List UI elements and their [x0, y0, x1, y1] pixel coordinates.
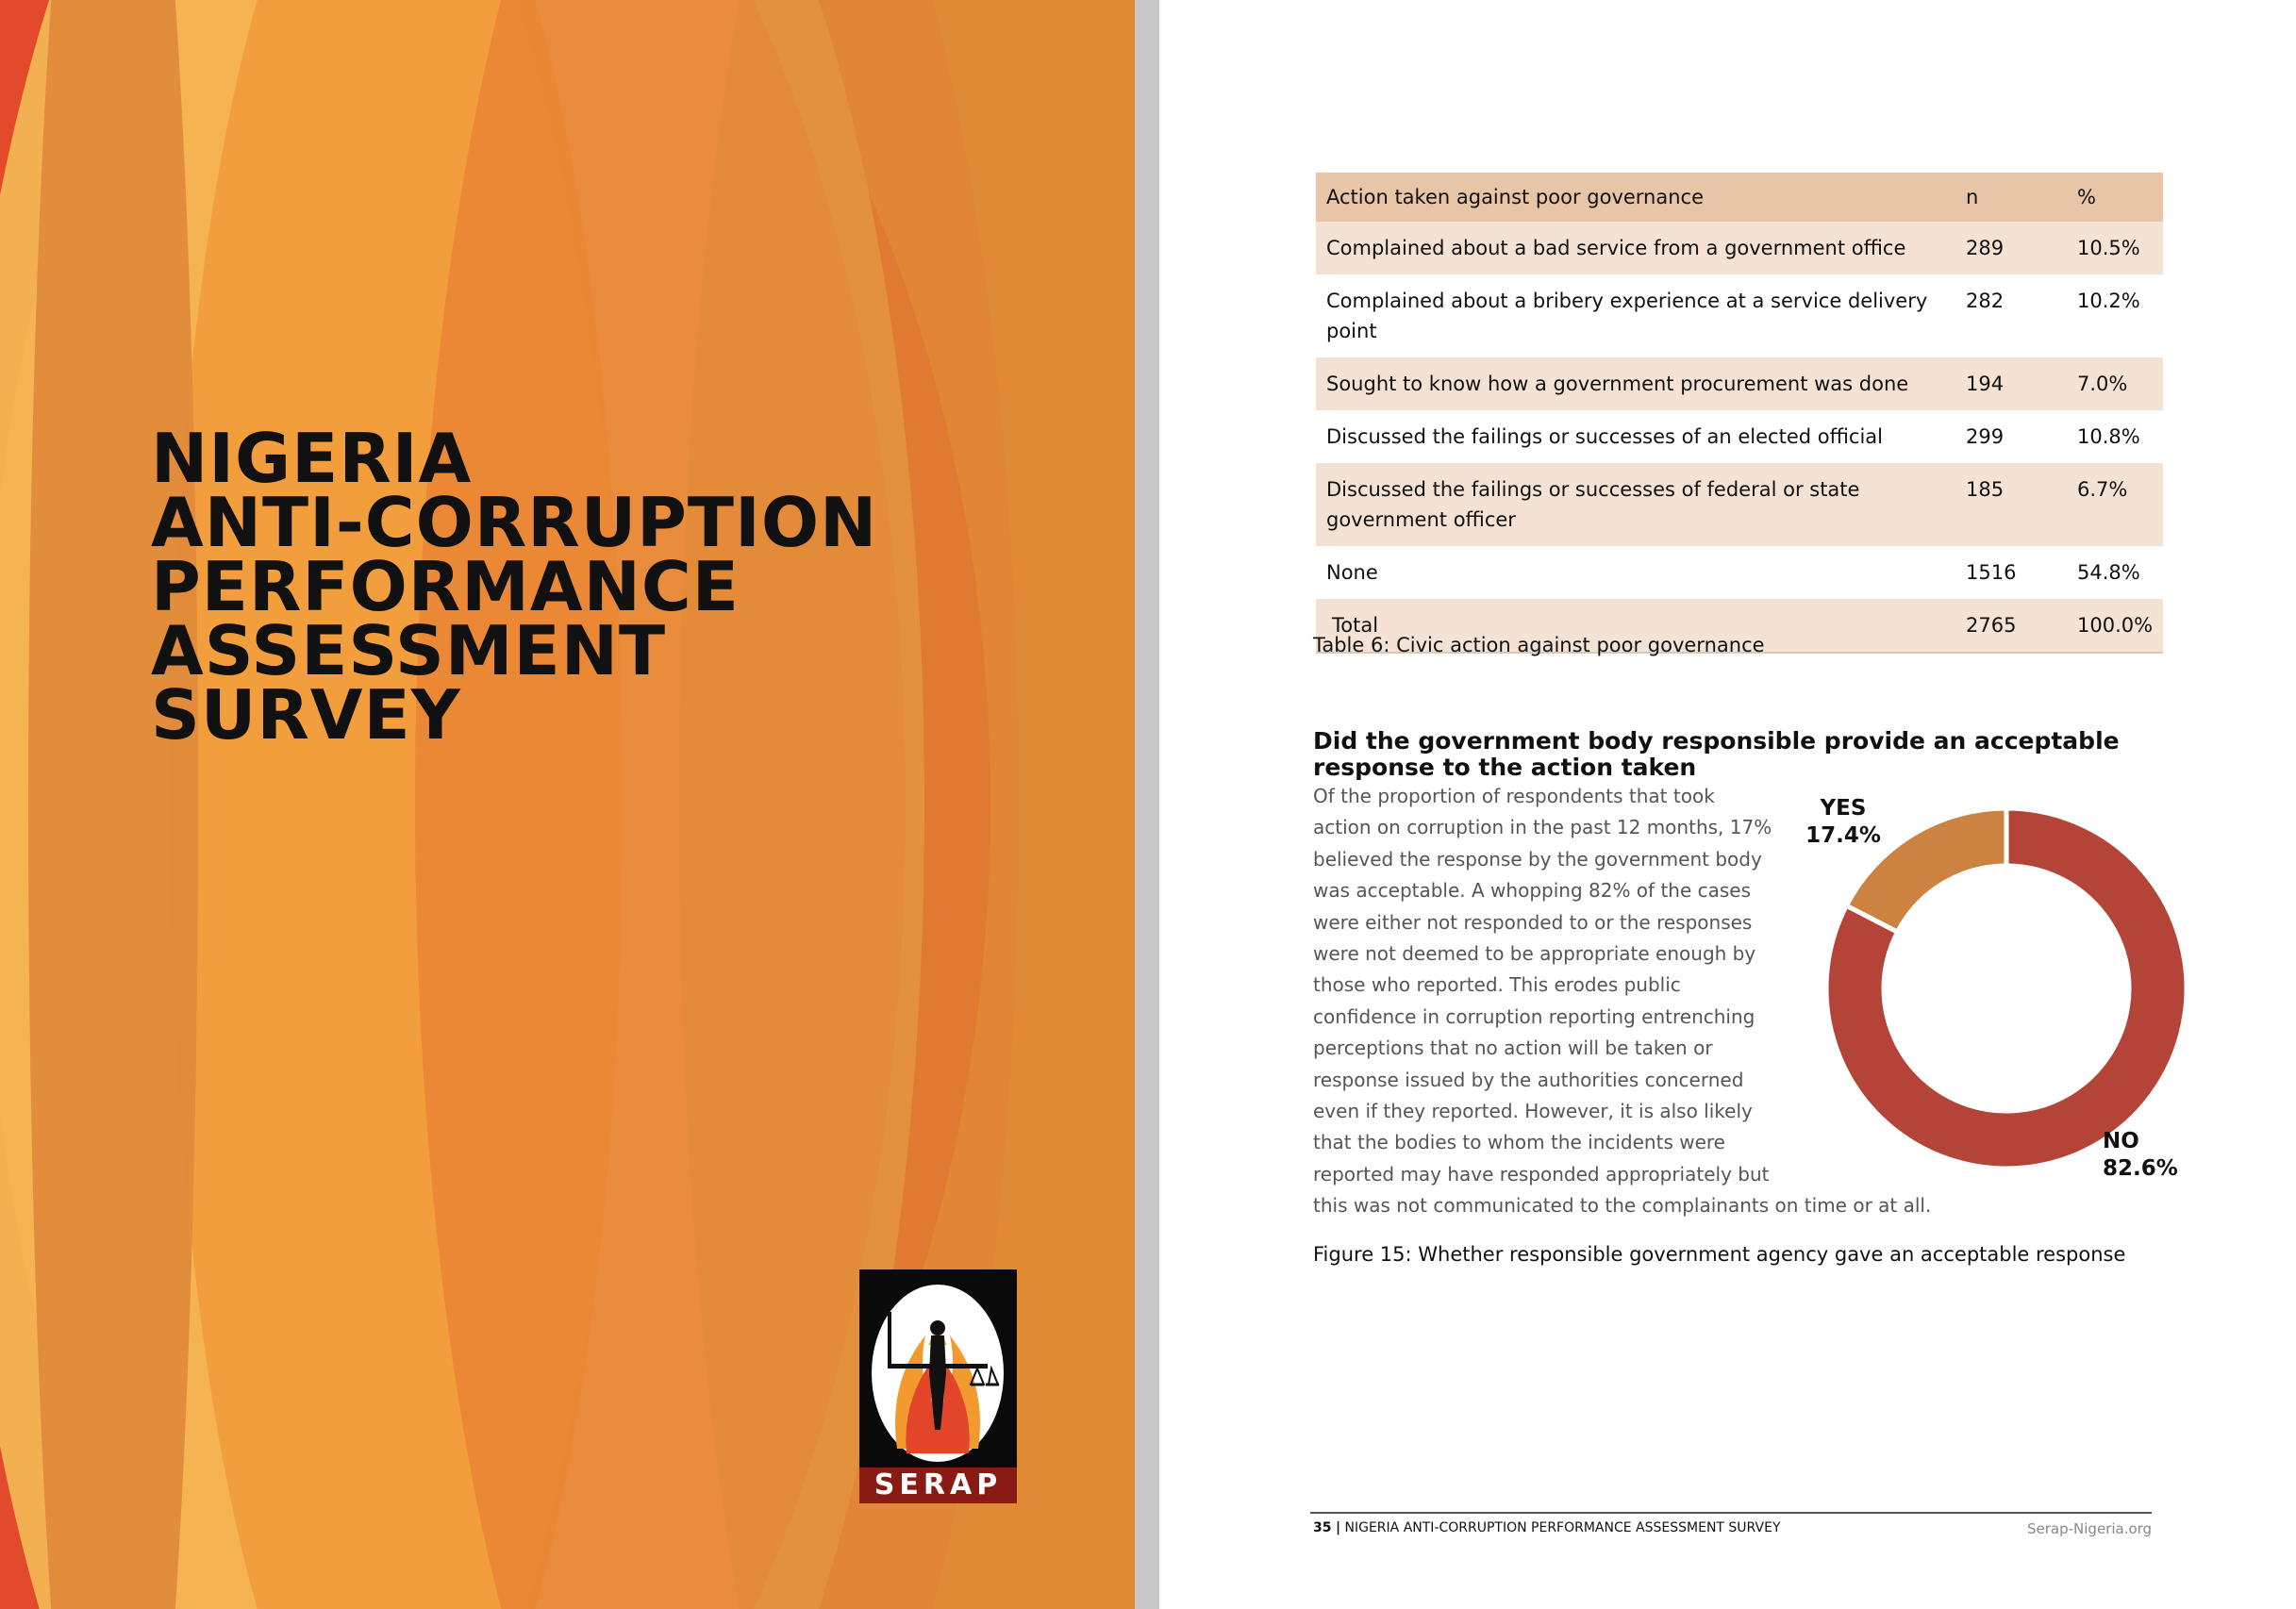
body-line: this was not communicated to the complainants on time or at all. [1313, 1194, 1932, 1218]
civic-action-table [1316, 173, 2163, 654]
table-cell: 100.0% [2077, 614, 2154, 637]
serap-logo [859, 1269, 1017, 1503]
figure-caption: Figure 15: Whether responsible government agency gave an acceptable response [1313, 1243, 2126, 1266]
cover-title-line: SURVEY [151, 675, 461, 755]
footer-title: NIGERIA ANTI-CORRUPTION PERFORMANCE ASSESSMENT SURVEY [1344, 1520, 1781, 1535]
page-gutter [1135, 0, 1159, 1609]
body-line: response issued by the authorities concerned [1313, 1068, 1744, 1091]
table-header-cell: n [1966, 186, 1979, 208]
table-cell: 1516 [1966, 561, 2017, 584]
table-cell: 6.7% [2077, 478, 2128, 501]
table-cell: 10.5% [2077, 237, 2140, 259]
table-cell: Total [1332, 614, 1379, 637]
table-cell: 7.0% [2077, 373, 2128, 395]
table-cell: 289 [1966, 237, 2005, 259]
content-page [1159, 0, 2296, 1609]
justice-figure-icon [859, 1269, 1017, 1468]
response-donut-chart [1777, 783, 2221, 1198]
body-line: were not deemed to be appropriate enough by [1313, 942, 1756, 966]
serap-logo-text: SERAP [859, 1468, 1017, 1503]
body-line: those who reported. This erodes public [1313, 973, 1681, 997]
cover-title-line: ANTI-CORRUPTION [151, 483, 878, 562]
body-line: even if they reported. However, it is also likely [1313, 1100, 1753, 1123]
table-cell: Complained about a bad service from a government office [1326, 237, 1906, 259]
table-cell: 299 [1966, 425, 2005, 448]
table-row [1316, 463, 2163, 546]
table-cell: 54.8% [2077, 561, 2140, 584]
table-cell: Discussed the failings or successes of an elected official [1326, 425, 1883, 448]
section-heading: Did the government body responsible provide an acceptable response to the action taken [1313, 727, 2120, 781]
table-header-cell: Action taken against poor governance [1326, 186, 1705, 208]
body-line: were either not responded to or the responses [1313, 910, 1753, 934]
table-header-row [1316, 173, 2163, 222]
table-cell: 194 [1966, 373, 2005, 395]
table-cell: Discussed the failings or successes of federal or state government officer [1326, 478, 1860, 531]
cover-title-line: ASSESSMENT [151, 611, 667, 690]
body-line: believed the response by the government body [1313, 847, 1762, 871]
table-row [1316, 410, 2163, 463]
body-line: action on corruption in the past 12 months, 17% [1313, 816, 1772, 839]
footer-running-title [1313, 1520, 1781, 1535]
body-line: was acceptable. A whopping 82% of the cases [1313, 879, 1752, 903]
table-cell: Sought to know how a government procurement was done [1326, 373, 1909, 395]
table-row [1316, 546, 2163, 599]
table-cell: 282 [1966, 290, 2005, 312]
body-line: confidence in corruption reporting entrenching [1313, 1004, 1755, 1028]
table-header-cell: % [2077, 186, 2096, 208]
table-cell: 10.8% [2077, 425, 2140, 448]
table-cell: None [1326, 561, 1378, 584]
table-row [1316, 274, 2163, 357]
cover-title-line: NIGERIA [151, 419, 473, 498]
donut-label-yes-category: YES [1820, 796, 1867, 821]
table-cell: Complained about a bribery experience at a service delivery point [1326, 290, 1928, 342]
body-line: Of the proportion of respondents that took [1313, 785, 1715, 807]
footer-website: Serap-Nigeria.org [2027, 1520, 2153, 1537]
body-line: perceptions that no action will be taken or [1313, 1037, 1713, 1060]
cover-title-line: PERFORMANCE [151, 547, 740, 626]
donut-label-yes-value: 17.4% [1805, 823, 1881, 848]
footer-separator: | [1335, 1520, 1341, 1535]
page-number: 35 [1313, 1520, 1332, 1535]
table-row [1316, 357, 2163, 410]
table-caption: Table 6: Civic action against poor governance [1313, 634, 1765, 656]
table-cell: 185 [1966, 478, 2005, 501]
cover-title [151, 419, 878, 755]
footer-divider [1310, 1512, 2152, 1514]
table-cell: 2765 [1966, 614, 2017, 637]
donut-label-no-category: NO [2103, 1129, 2139, 1153]
donut-label-no-value: 82.6% [2103, 1156, 2178, 1181]
table-row [1316, 222, 2163, 274]
body-line: that the bodies to whom the incidents were [1313, 1131, 1725, 1154]
body-line: reported may have responded appropriately but [1313, 1162, 1770, 1186]
table-cell: 10.2% [2077, 290, 2140, 312]
cover-page [0, 0, 1135, 1609]
